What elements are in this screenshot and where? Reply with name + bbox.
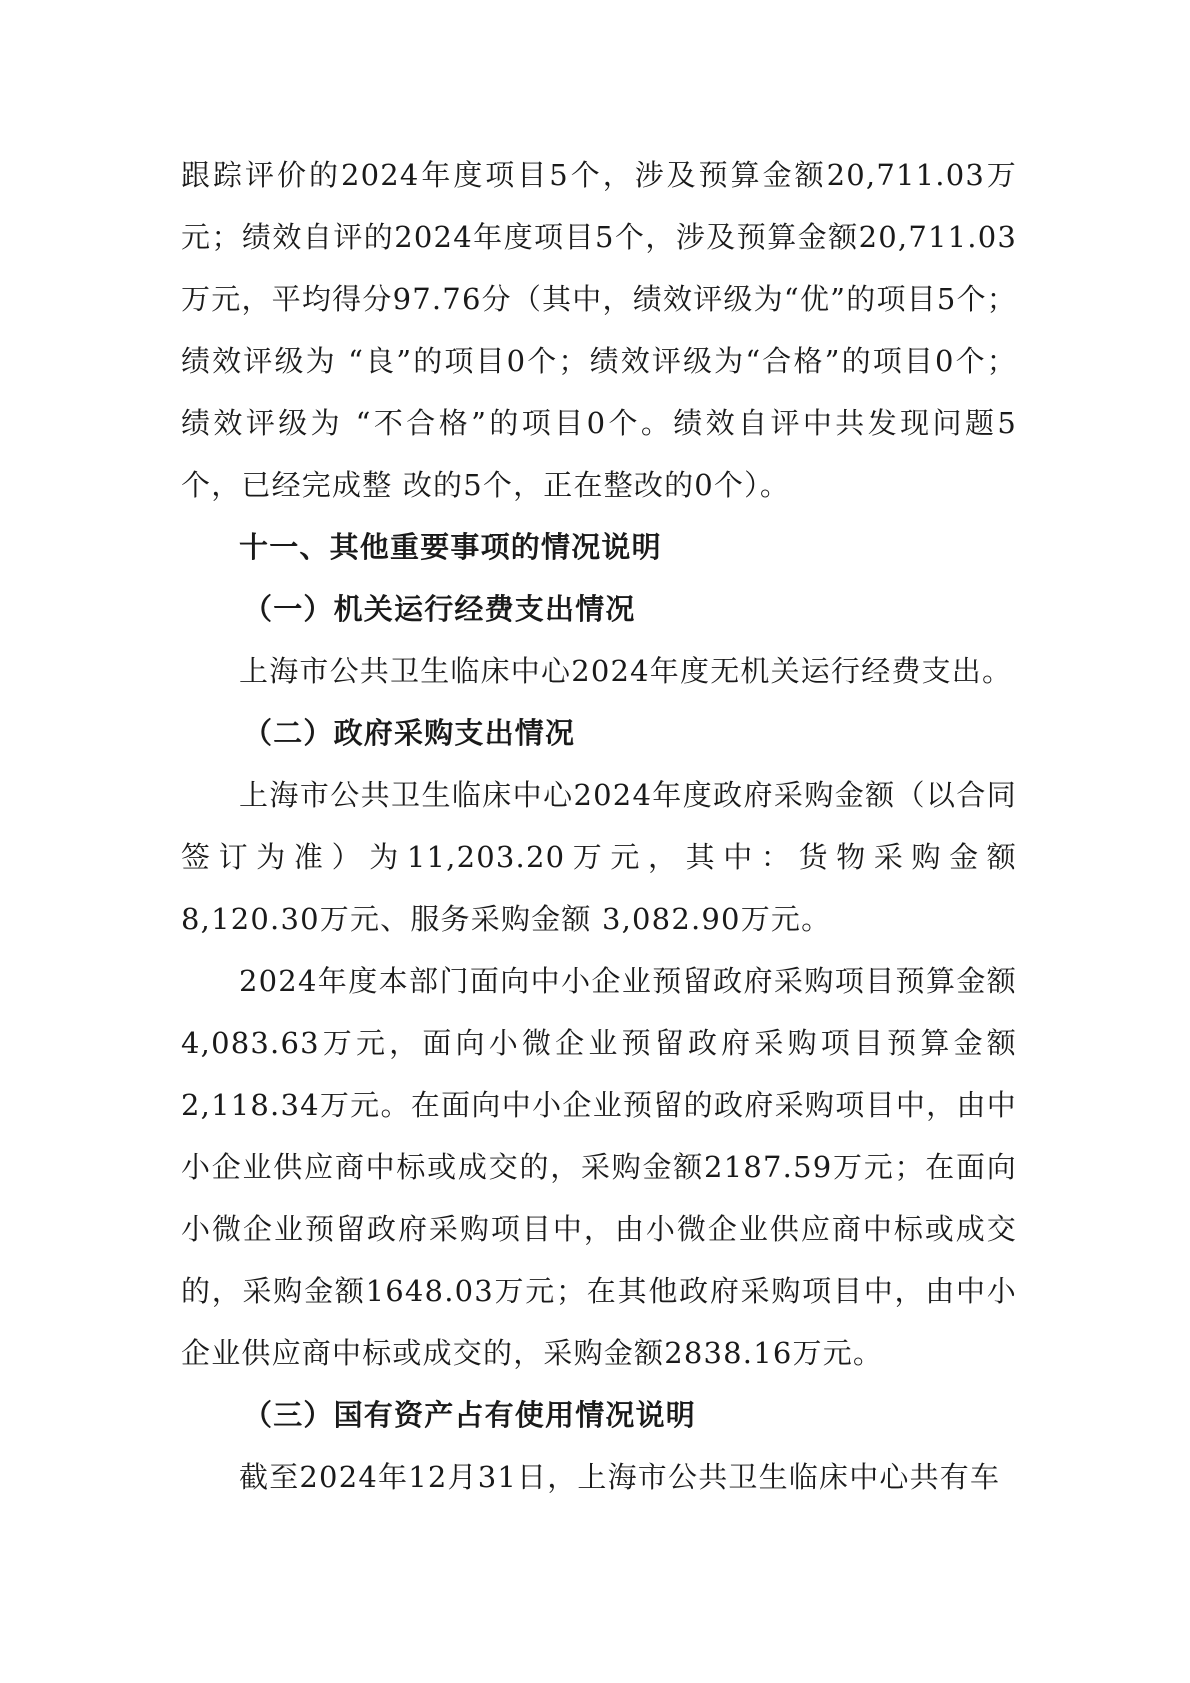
subsection-2-heading: （二）政府采购支出情况 (243, 716, 576, 750)
document-body (181, 144, 1017, 1508)
subsection-1-heading: （一）机关运行经费支出情况 (243, 592, 636, 626)
paragraph-procurement-sme: 2024年度本部门面向中小企业预留政府采购项目预算金额4,083.63万元，面向小微企业预留政府采购项目预算金额2,118.34万元。在面向中小企业预留的政府采购项目中，由中小企业供应商中标或成交的，采购金额2187.59万元；在面向小微企业预留政府采购项目中，由小微企业供应商中标或成交的，采购金额1648.03万元；在其他政府采购项目中，由中小企业供应商中标或成交的，采购金额2838.16万元。 (181, 964, 1017, 1370)
paragraph-state-assets: 截至2024年12月31日，上海市公共卫生临床中心共有车 (239, 1460, 1001, 1494)
section-11-heading: 十一、其他重要事项的情况说明 (239, 530, 662, 564)
paragraph-operating-expenses: 上海市公共卫生临床中心2024年度无机关运行经费支出。 (239, 654, 1013, 688)
paragraph-performance-evaluation: 跟踪评价的2024年度项目5个，涉及预算金额20,711.03万元；绩效自评的2024年度项目5个，涉及预算金额20,711.03万元，平均得分97.76分（其中，绩效评级为“优”的项目5个；绩效评级为 “良”的项目0个；绩效评级为“合格”的项目0个；绩效评级为 “不合格”的项目0个。绩效自评中共发现问题5个，已经完成整 改的5个，正在整改的0个）。 (181, 158, 1017, 502)
subsection-3-heading: （三）国有资产占有使用情况说明 (243, 1398, 697, 1432)
paragraph-procurement-total: 上海市公共卫生临床中心2024年度政府采购金额（以合同签订为准）为11,203.20万元，其中：货物采购金额8,120.30万元、服务采购金额 3,082.90万元。 (181, 778, 1017, 936)
